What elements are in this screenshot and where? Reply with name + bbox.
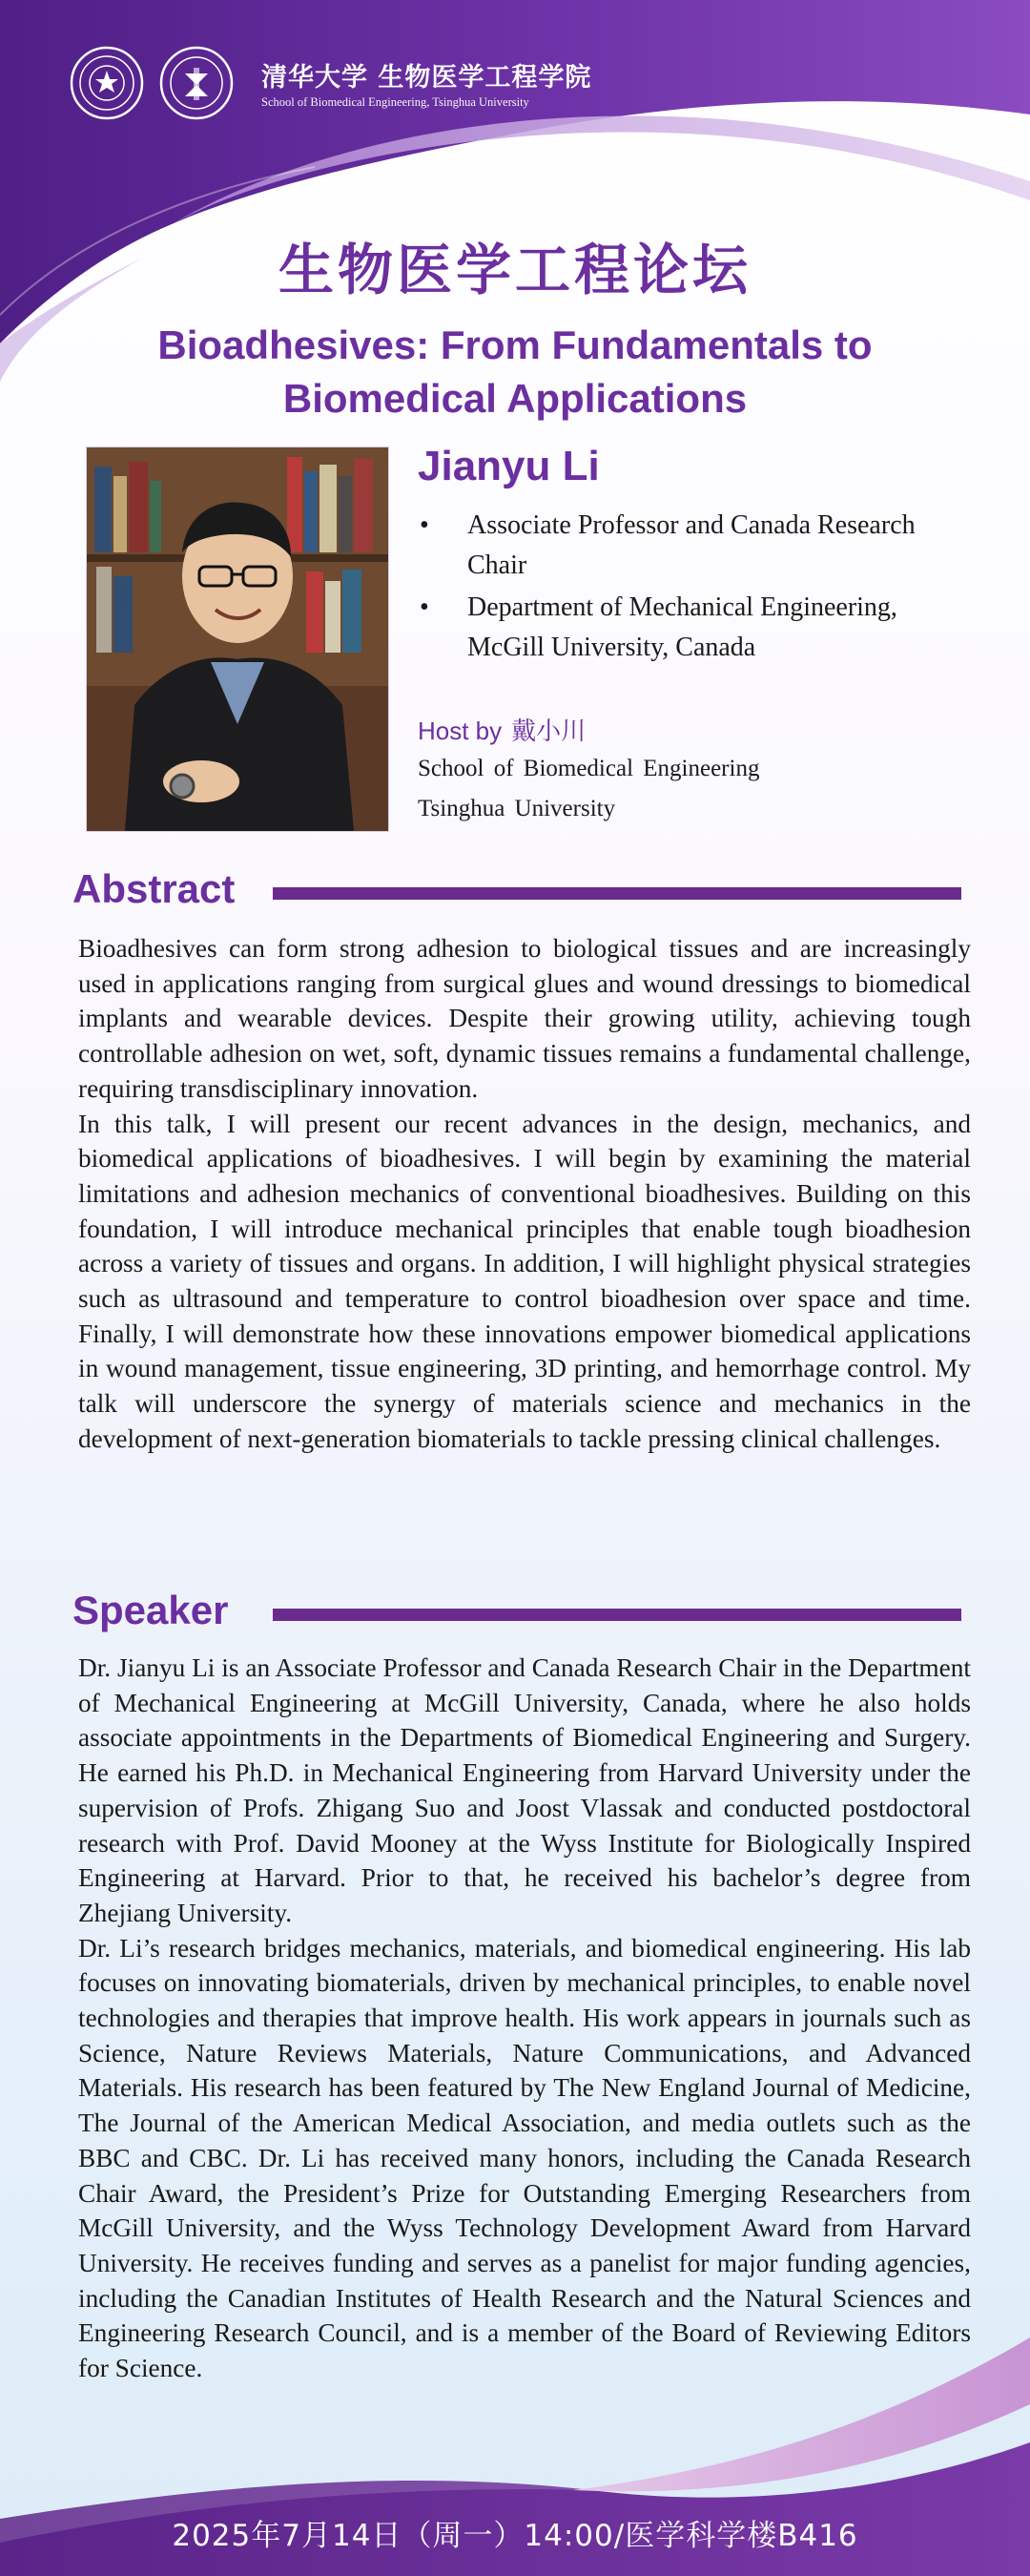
speaker-affiliation: • Department of Mechanical Engineering, McGill University, Canada (420, 592, 897, 662)
abstract-divider (273, 887, 961, 900)
host-label: Host by 戴小川 (418, 717, 587, 746)
event-date-location: 2025年7月14日（周一）14:00/医学科学楼B416 (172, 2519, 858, 2553)
header-logos (69, 40, 591, 126)
speaker-info-list (418, 506, 990, 670)
abstract-paragraph: Bioadhesives can form strong adhesion to biological tissues and are increasingly used in applications ranging from surgical glues and wound dressings to biomedical implants and wearable devices. Despite their growing utility, achieving tough controllable adhesion on wet, soft, dynamic tissues remains a fundamental challenge, requiring transdisciplinary innovation. (78, 934, 971, 1103)
school-name-en: School of Biomedical Engineering, Tsinghua University (261, 95, 529, 109)
university-seal-icon (69, 45, 145, 121)
speaker-title: • Associate Professor and Canada Research Chair (420, 510, 916, 580)
school-seal-icon (158, 45, 235, 121)
talk-title: Bioadhesives: From Fundamentals to Biomedical Applications (157, 322, 873, 421)
speaker-portrait-image (87, 447, 388, 831)
speaker-name: Jianyu Li (418, 443, 600, 489)
speaker-heading: Speaker (72, 1588, 229, 1632)
university-name-cn: 清华大学 生物医学工程学院 (261, 63, 592, 93)
university-name-block (261, 56, 591, 110)
abstract-heading: Abstract (72, 866, 236, 911)
bio-paragraph: Dr. Jianyu Li is an Associate Professor and Canada Research Chair in the Department of Mechanical Engineering at McGill University, Canada, where he also holds associate appointments in the Departments of Biomedical Engineering and Surgery. He earned his Ph.D. in Mechanical Engineering from Harvard University under the supervision of Profs. Zhigang Suo and Joost Vlassak and conducted postdoctoral research with Prof. David Mooney at the Wyss Institute for Biologically Inspired Engineering at Harvard. Prior to that, he received his bachelor’s degree from Zhejiang University. (78, 1653, 971, 1927)
speaker-divider (273, 1609, 961, 1621)
bio-paragraph: Dr. Li’s research bridges mechanics, materials, and biomedical engineering. His lab focuses on innovating biomaterials, driven by mechanical principles, to enable novel technologies and therapies that improve health. His work appears in journals such as Science, Nature Reviews Materials, Nature Communications, and Advanced Materials. His research has been featured by The New England Journal of Medicine, The Journal of the American Medical Association, and media outlets such as the BBC and CBC. Dr. Li has received many honors, including the Canada Research Chair Award, the President’s Prize for Outstanding Emerging Researchers from McGill University, and the Wyss Technology Development Award from Harvard University. He receives funding and serves as a panelist for major funding agencies, including the Canadian Institutes of Health Research and the Natural Sciences and Engineering Research Council, and is a member of the Board of Reviewing Editors for Science. (78, 1933, 971, 2383)
speaker-photo (86, 447, 389, 832)
abstract-paragraph: In this talk, I will present our recent advances in the design, mechanics, and biomedical applications of bioadhesives. I will begin by examining the material limitations and adhesion mechanics of conventional bioadhesives. Building on this foundation, I will introduce mechanical principles that enable tough bioadhesion across a variety of tissues and organs. In addition, I will highlight physical strategies such as ultrasound and temperature to control bioadhesion over space and time. Finally, I will demonstrate how these innovations empower biomedical applications in wound management, tissue engineering, 3D printing, and hemorrhage control. My talk will underscore the synergy of materials science and mechanics in the development of next-generation biomaterials to tackle pressing clinical challenges. (78, 1109, 971, 1453)
host-school: School of Biomedical Engineering (418, 756, 760, 781)
abstract-text (78, 931, 971, 1457)
speaker-bio (78, 1651, 971, 2386)
host-university: Tsinghua University (418, 796, 616, 821)
forum-title: 生物医学工程论坛 (278, 238, 752, 302)
host-name: 戴小川 (511, 717, 587, 746)
